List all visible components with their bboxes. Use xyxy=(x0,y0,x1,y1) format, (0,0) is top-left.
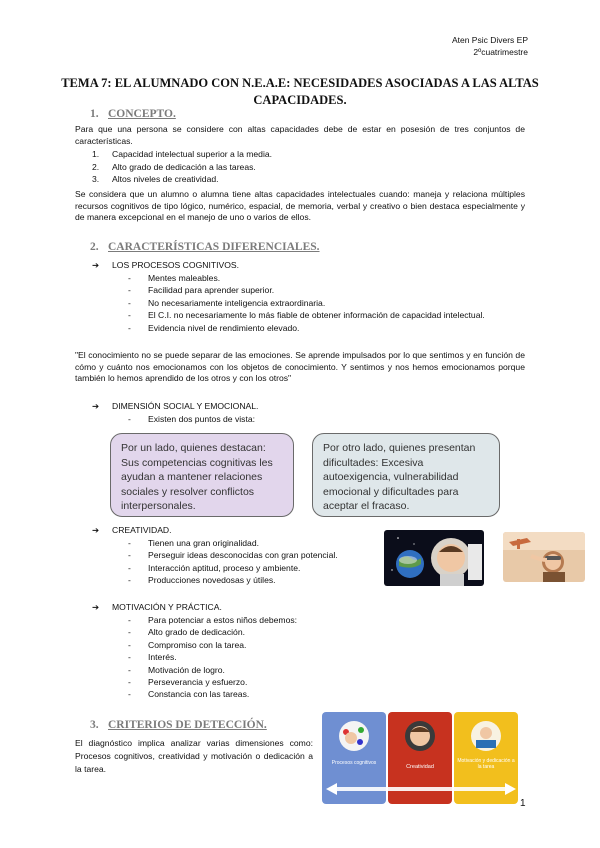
list-item: - Interés. xyxy=(128,652,177,663)
list-item: 3. Altos niveles de creatividad. xyxy=(92,174,219,184)
header-course: Aten Psic Divers EP xyxy=(451,35,528,45)
page-title: TEMA 7: EL ALUMNADO CON N.E.A.E: NECESIDADES ASOCIADAS A LAS ALTAS CAPACIDADES. xyxy=(61,76,539,107)
arrow-icon: ➔ xyxy=(92,260,100,270)
aviator-child-image xyxy=(503,532,585,582)
motivation-list xyxy=(128,614,297,701)
list-item: - Perseguir ideas desconocidas con gran potencial. xyxy=(128,550,338,561)
header-term: 2ºcuatrimestre xyxy=(473,47,528,57)
list-item: - Evidencia nivel de rendimiento elevado. xyxy=(128,322,300,333)
section-2-number: 2. xyxy=(90,241,99,253)
detection-dimensions-graphic xyxy=(322,712,520,804)
arrow-icon: ➔ xyxy=(92,401,100,411)
list-item: 1. Capacidad intelectual superior a la media. xyxy=(92,149,273,159)
astronaut-child-image xyxy=(384,530,484,586)
section-3-heading xyxy=(90,719,267,731)
list-item: - Para potenciar a estos niños debemos: xyxy=(128,615,298,625)
list-item: - Perseverancia y esfuerzo. xyxy=(128,677,248,688)
list-item: - Mentes maleables. xyxy=(128,273,221,283)
list-item: - No necesariamente inteligencia extraordinaria. xyxy=(128,297,326,308)
list-item: - Alto grado de dedicación. xyxy=(128,627,245,638)
motivation-heading: ➔ MOTIVACIÓN Y PRÁCTICA. xyxy=(92,602,222,612)
child-astronaut-icon xyxy=(400,720,440,752)
social-heading: ➔ DIMENSIÓN SOCIAL Y EMOCIONAL. xyxy=(92,401,259,411)
section-1-title: CONCEPTO. xyxy=(108,108,176,120)
section-3-number: 3. xyxy=(90,719,99,731)
panel-cognitive-label: Procesos cognitivos xyxy=(331,760,377,766)
list-item: - Tienen una gran originalidad. xyxy=(128,538,260,548)
cognitive-heading: ➔ LOS PROCESOS COGNITIVOS. xyxy=(92,260,240,270)
box-difficulties: Por otro lado, quienes presentan dificultades: Excesiva autoexigencia, vulnerabilidad emocional y dificultades para aceptar el fracaso. xyxy=(312,433,500,517)
panel-motivation-label: Motivación y dedicación a la tarea xyxy=(457,758,515,770)
list-item: - El C.I. no necesariamente lo más fiable de obtener información de capacidad intelectual. xyxy=(128,310,485,321)
list-item: - Producciones novedosas y útiles. xyxy=(128,575,276,586)
section-3-paragraph: El diagnóstico implica analizar varias dimensiones como: Procesos cognitivos, creatividad y motivación o dedicación a la tarea. xyxy=(75,738,313,774)
panel-creativity-label: Creatividad xyxy=(406,764,434,770)
list-item: - Existen dos puntos de vista: xyxy=(128,414,256,424)
section-2-heading xyxy=(90,241,320,253)
section-1-intro: Para que una persona se considere con altas capacidades debe de estar en posesión de tres conjuntos de características. xyxy=(75,124,525,146)
list-item: - Compromiso con la tarea. xyxy=(128,639,247,650)
page-number: 1 xyxy=(520,798,526,809)
list-item: - Facilidad para aprender superior. xyxy=(128,285,275,296)
section-1-heading xyxy=(90,108,176,120)
child-drawing-icon xyxy=(334,720,374,752)
running-header xyxy=(452,34,528,58)
section-3-title: CRITERIOS DE DETECCIÓN. xyxy=(108,719,267,731)
list-item: - Interacción aptitud, proceso y ambiente. xyxy=(128,562,301,573)
section-2-title: CARACTERÍSTICAS DIFERENCIALES. xyxy=(108,241,320,253)
list-item: 2. Alto grado de dedicación a las tareas. xyxy=(92,161,256,172)
social-list xyxy=(128,413,255,425)
child-studying-icon xyxy=(466,720,506,752)
section-1-definition: Se considera que un alumno o alumna tiene altas capacidades intelectuales cuando: maneja y relaciona múltiples recursos cognitivos de tipo lógico, numérico, espacial, de memoria, verbal y creativo o bien destaca especialmente y de manera excepcional en el manejo de uno o varios de ellos. xyxy=(75,189,525,222)
creativity-heading: ➔ CREATIVIDAD. xyxy=(92,525,172,535)
arrow-icon: ➔ xyxy=(92,525,100,535)
characteristics-list xyxy=(92,148,272,186)
double-arrow-icon xyxy=(326,782,516,796)
section-1-number: 1. xyxy=(90,108,99,120)
list-item: - Motivación de logro. xyxy=(128,664,225,675)
cognitive-list xyxy=(128,272,528,334)
arrow-icon: ➔ xyxy=(92,602,100,612)
emotion-quote: "El conocimiento no se puede separar de las emociones. Se aprende impulsados por lo que sentimos y en función de cómo y cuánto nos emocionamos con los objetos de conocimiento. Y sentimos y nos hemos emocionamos porque también lo hemos aprendido de los otros y con los otros" xyxy=(75,350,525,383)
list-item: - Constancia con las tareas. xyxy=(128,689,250,700)
creativity-list xyxy=(128,537,338,587)
box-high-performers: Por un lado, quienes destacan: Sus competencias cognitivas les ayudan a mantener relaciones sociales y resolver conflictos interpersonales. xyxy=(110,433,294,517)
